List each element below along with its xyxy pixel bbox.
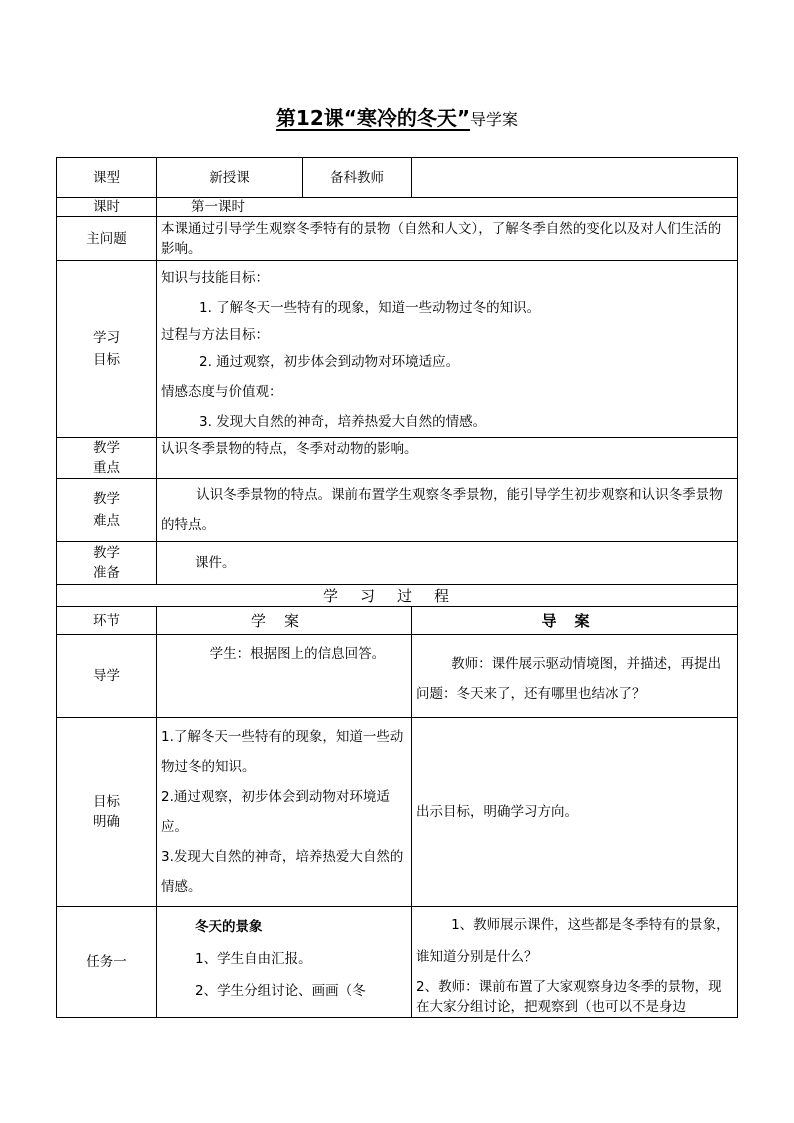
- difficulty-label-line1: 教学: [93, 491, 120, 507]
- task1-student: [157, 907, 412, 1018]
- task1-teacher: [412, 907, 738, 1018]
- guide-stage: 导学: [57, 635, 157, 718]
- preparation-label: [57, 542, 157, 585]
- difficulty-label: [57, 479, 157, 542]
- lesson-plan-table: [56, 157, 738, 1018]
- preparation-value: 课件。: [157, 542, 738, 585]
- key-label-line1: 教学: [93, 440, 120, 456]
- guide-student: 学生：根据图上的信息回答。: [157, 635, 412, 718]
- key-points-label: [57, 438, 157, 479]
- course-type-value: 新授课: [157, 158, 303, 198]
- preparation-row: [57, 542, 738, 585]
- goal-item-2: 2. 通过观察，初步体会到动物对环境适应。: [199, 354, 460, 370]
- teacher-value: [412, 158, 738, 198]
- difficulty-row: [57, 479, 738, 542]
- document-title: [0, 104, 794, 134]
- goals-label-line1: 学习: [93, 330, 120, 346]
- goal-student: [157, 718, 412, 907]
- col-stage-header: 环节: [57, 607, 157, 635]
- goal-student-item-1: 1.了解冬天一些特有的现象，知道一些动物过冬的知识。: [161, 729, 404, 775]
- col-student-header: 学案: [157, 607, 412, 635]
- period-label: 课时: [57, 198, 157, 217]
- goal-stage: [57, 718, 157, 907]
- goal-heading-process: 过程与方法目标：: [161, 327, 269, 343]
- goal-teacher: 出示目标，明确学习方向。: [412, 718, 738, 907]
- task1-teacher-item-1: 1、教师展示课件，这些都是冬季特有的景象，谁知道分别是什么？: [416, 917, 730, 965]
- goals-row: [57, 261, 738, 438]
- period-row: [57, 198, 738, 217]
- task1-student-item-2: 2、学生分组讨论、画画（冬: [195, 983, 366, 999]
- process-row-task1: [57, 907, 738, 1018]
- teacher-label: 备科教师: [303, 158, 412, 198]
- goals-label: [57, 261, 157, 438]
- process-heading: 学习过程: [57, 585, 738, 607]
- lesson-title: 第12课“寒冷的冬天”: [275, 106, 471, 130]
- theme-label: 主问题: [57, 217, 157, 261]
- goals-label-line2: 目标: [93, 352, 120, 368]
- title-suffix: 导学案: [470, 110, 519, 129]
- task1-stage: 任务一: [57, 907, 157, 1018]
- goal-stage-line2: 明确: [93, 814, 120, 830]
- prep-label-line1: 教学: [93, 545, 120, 561]
- theme-value: 本课通过引导学生观察冬季特有的景物（自然和人文），了解冬季自然的变化以及对人们生活的影响。: [157, 217, 738, 261]
- period-value: 第一课时: [157, 198, 738, 217]
- difficulty-label-line2: 难点: [93, 513, 120, 529]
- theme-row: [57, 217, 738, 261]
- process-header-row: [57, 607, 738, 635]
- goal-heading-knowledge: 知识与技能目标：: [161, 270, 269, 286]
- goals-content: [157, 261, 738, 438]
- goal-item-1: 1. 了解冬天一些特有的现象，知道一些动物过冬的知识。: [199, 300, 541, 316]
- key-points-row: [57, 438, 738, 479]
- process-row-goals: [57, 718, 738, 907]
- key-points-value: 认识冬季景物的特点，冬季对动物的影响。: [157, 438, 738, 479]
- task1-student-item-1: 1、学生自由汇报。: [195, 951, 312, 967]
- goal-stage-line1: 目标: [93, 794, 120, 810]
- guide-teacher: 教师：课件展示驱动情境图，并描述，再提出问题：冬天来了，还有哪里也结冰了？: [412, 635, 738, 718]
- task1-teacher-item-2: 2、教师：课前布置了大家观察身边冬季的景物，现在大家分组讨论，把观察到（也可以不是身边: [416, 979, 722, 1015]
- course-type-row: [57, 158, 738, 198]
- task1-student-heading: 冬天的景象: [195, 919, 263, 935]
- goal-student-item-3: 3.发现大自然的神奇，培养热爱大自然的情感。: [161, 849, 404, 895]
- course-type-label: 课型: [57, 158, 157, 198]
- goal-item-3: 3. 发现大自然的神奇，培养热爱大自然的情感。: [199, 414, 487, 430]
- col-teacher-header: 导案: [412, 607, 738, 635]
- goal-heading-emotion: 情感态度与价值观：: [161, 384, 283, 400]
- process-heading-row: [57, 585, 738, 607]
- difficulty-value: 认识冬季景物的特点。课前布置学生观察冬季景物，能引导学生初步观察和认识冬季景物的特点。: [157, 479, 738, 542]
- prep-label-line2: 准备: [93, 565, 120, 581]
- process-row-guide: [57, 635, 738, 718]
- goal-student-item-2: 2.通过观察，初步体会到动物对环境适应。: [161, 789, 390, 835]
- key-label-line2: 重点: [93, 460, 120, 476]
